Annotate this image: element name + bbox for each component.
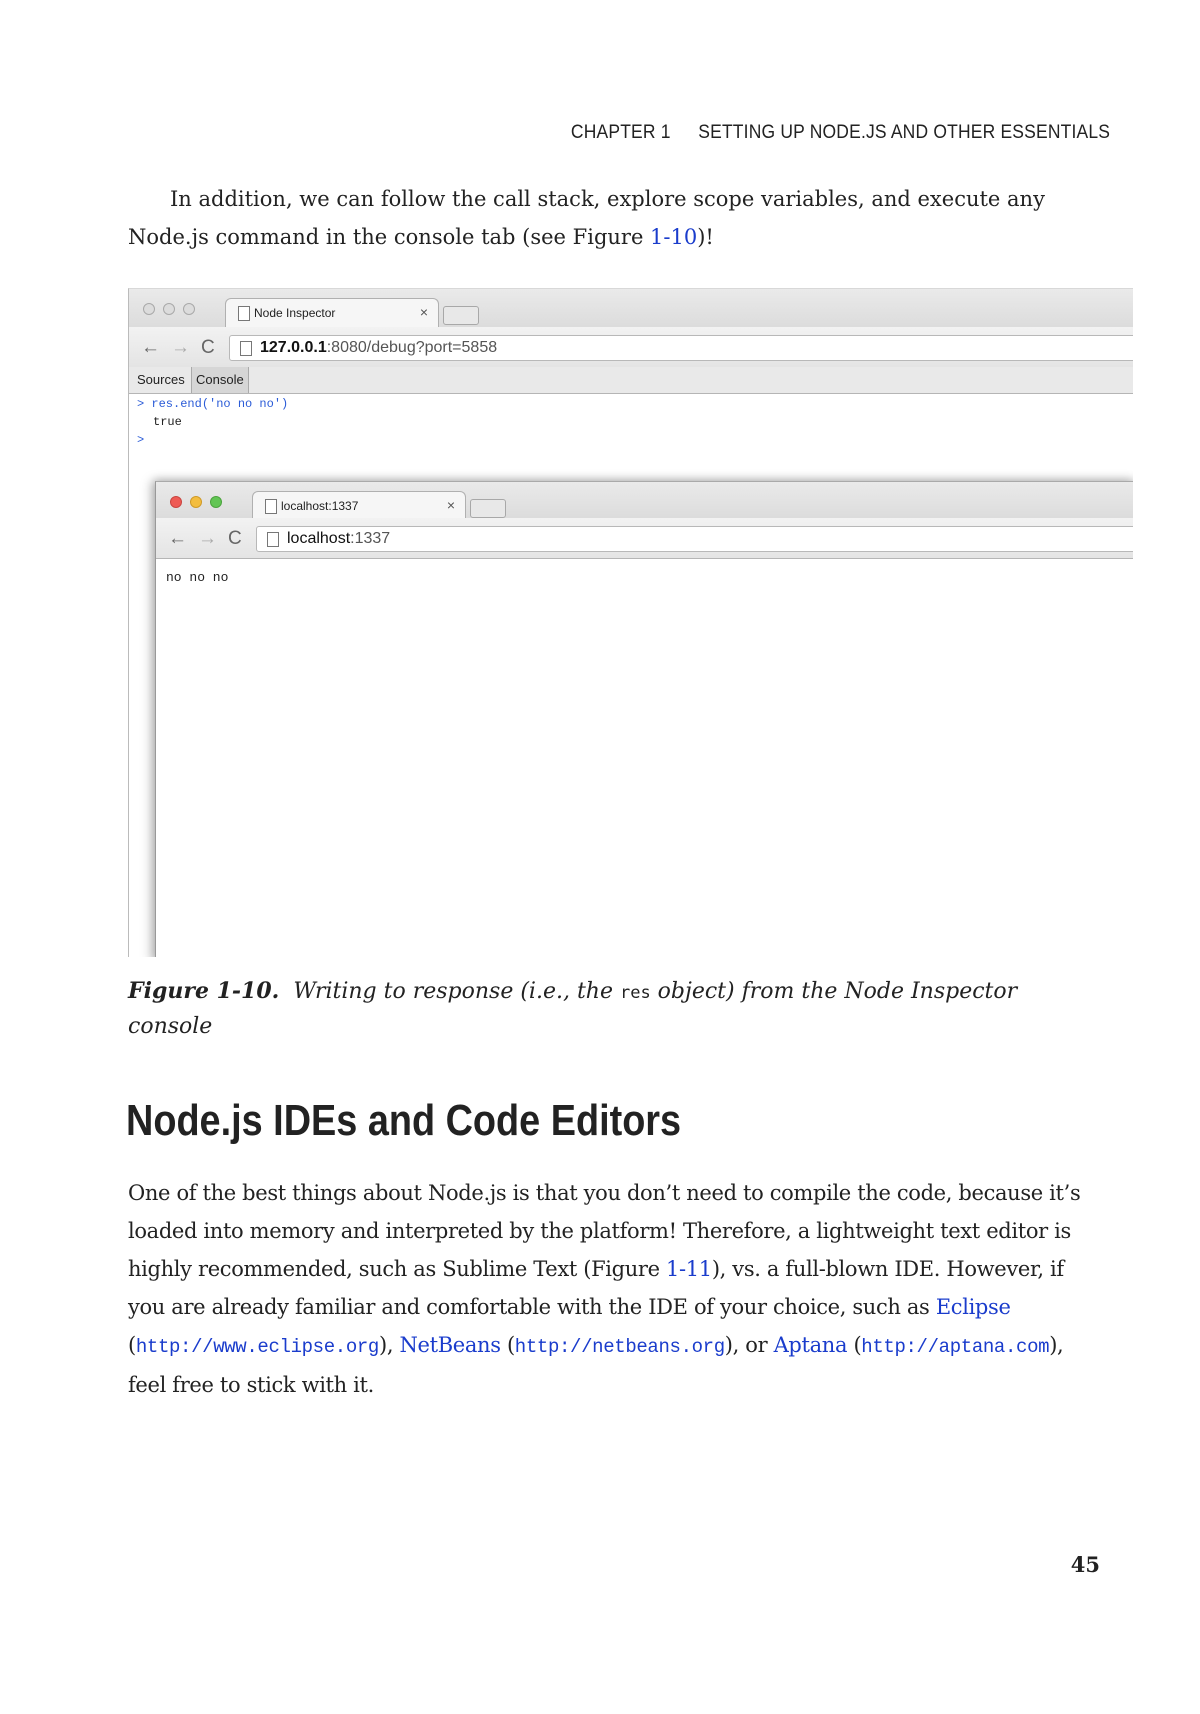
url-text: localhost:1337 bbox=[287, 530, 391, 547]
caption-code: res bbox=[619, 983, 651, 1003]
page-icon bbox=[240, 341, 252, 356]
tab-title: Node Inspector bbox=[254, 306, 336, 320]
inner-tab-bar bbox=[156, 482, 1133, 518]
close-tab-icon[interactable]: × bbox=[446, 497, 455, 513]
reload-icon[interactable]: C bbox=[201, 337, 215, 358]
intro-text: In addition, we can follow the call stack, explore scope variables, and execute any Node.js command in the console tab (see Figure bbox=[128, 187, 1045, 249]
close-window-icon[interactable] bbox=[170, 496, 182, 508]
tab-localhost[interactable] bbox=[252, 491, 466, 521]
close-window-icon[interactable] bbox=[143, 303, 155, 315]
tab-title: localhost:1337 bbox=[281, 499, 359, 513]
maximize-window-icon[interactable] bbox=[183, 303, 195, 315]
console-prompt[interactable]: > bbox=[137, 433, 145, 447]
outer-toolbar bbox=[129, 327, 1133, 368]
address-bar[interactable] bbox=[256, 526, 1133, 552]
console-line: true bbox=[153, 415, 182, 429]
chapter-label: CHAPTER 1 bbox=[570, 122, 671, 143]
intro-text-end: )! bbox=[697, 225, 714, 249]
minimize-window-icon[interactable] bbox=[190, 496, 202, 508]
devtools-tabs bbox=[129, 367, 1133, 394]
body-text: One of the best things about Node.js is that you don’t need to compile the code, because it’s loaded into memory and interpreted by the platform! Therefore, a lightweight text editor is highly recommended, such as Sublime Text (Figure bbox=[128, 1181, 1081, 1281]
intro-paragraph bbox=[128, 180, 1088, 256]
page-icon bbox=[238, 306, 250, 321]
reload-icon[interactable]: C bbox=[228, 528, 242, 549]
body-text: ), feel free to stick with it. bbox=[128, 1333, 1064, 1397]
body-paragraph: One of the best things about Node.js is that you don’t need to compile the code, because it’s loaded into memory and interpreted by the platform! Therefore, a lightweight text editor is highly recommended, such as Sublime Text (Figure 1-11), vs. a full-blown IDE. However, if you are already familiar and comfortable with the IDE of your choice, such as Eclipse (http://www.eclipse.org), NetBeans (http://netbeans.org), or Aptana (http://aptana.com), feel free to stick with it. bbox=[128, 1181, 1081, 1397]
aptana-link[interactable]: Aptana bbox=[773, 1333, 848, 1357]
page-number: 45 bbox=[1070, 1552, 1100, 1577]
tab-console[interactable]: Console bbox=[191, 367, 249, 393]
inner-browser-window bbox=[155, 481, 1133, 957]
figure-screenshot bbox=[128, 288, 1133, 957]
aptana-url[interactable]: http://aptana.com bbox=[861, 1336, 1050, 1358]
back-icon[interactable]: ← bbox=[168, 528, 187, 549]
close-tab-icon[interactable]: × bbox=[419, 304, 428, 320]
page-icon bbox=[265, 499, 277, 514]
minimize-window-icon[interactable] bbox=[163, 303, 175, 315]
caption-text-end: object) from the Node Inspector console bbox=[128, 979, 1018, 1039]
forward-icon[interactable]: → bbox=[171, 337, 190, 358]
page-icon bbox=[267, 532, 279, 547]
response-body: no no no bbox=[166, 570, 229, 585]
caption-label: Figure 1-10. bbox=[128, 978, 280, 1004]
tab-sources[interactable]: Sources bbox=[137, 372, 185, 387]
body-text: ), or bbox=[724, 1333, 774, 1357]
maximize-window-icon[interactable] bbox=[210, 496, 222, 508]
eclipse-url[interactable]: http://www.eclipse.org bbox=[135, 1336, 379, 1358]
figure-1-10-link[interactable]: 1-10 bbox=[650, 225, 698, 249]
tab-node-inspector[interactable] bbox=[225, 298, 439, 328]
chapter-title: SETTING UP NODE.JS AND OTHER ESSENTIALS bbox=[698, 122, 1110, 143]
figure-caption bbox=[128, 974, 1088, 1044]
eclipse-link[interactable]: Eclipse bbox=[935, 1295, 1011, 1319]
section-heading: Node.js IDEs and Code Editors bbox=[126, 1096, 682, 1145]
new-tab-button[interactable] bbox=[443, 306, 479, 325]
console-line: > res.end('no no no') bbox=[137, 397, 289, 411]
inner-toolbar bbox=[156, 518, 1133, 559]
figure-1-11-link[interactable]: 1-11 bbox=[666, 1257, 712, 1281]
body-text: ), vs. a full-blown IDE. However, if you are already familiar and comfortable with the IDE of your choice, such as bbox=[128, 1257, 1064, 1319]
forward-icon[interactable]: → bbox=[198, 528, 217, 549]
address-bar[interactable] bbox=[229, 335, 1133, 361]
running-header bbox=[571, 122, 1110, 144]
caption-text: Writing to response (i.e., the bbox=[293, 979, 620, 1004]
console-output bbox=[137, 395, 288, 449]
new-tab-button[interactable] bbox=[470, 499, 506, 518]
body-text: ), bbox=[379, 1333, 400, 1357]
netbeans-link[interactable]: NetBeans bbox=[399, 1333, 501, 1357]
window-controls bbox=[170, 496, 222, 508]
outer-tab-bar bbox=[129, 289, 1133, 327]
window-controls bbox=[143, 303, 195, 315]
back-icon[interactable]: ← bbox=[141, 337, 160, 358]
netbeans-url[interactable]: http://netbeans.org bbox=[514, 1336, 725, 1358]
url-text: 127.0.0.1:8080/debug?port=5858 bbox=[260, 339, 498, 356]
